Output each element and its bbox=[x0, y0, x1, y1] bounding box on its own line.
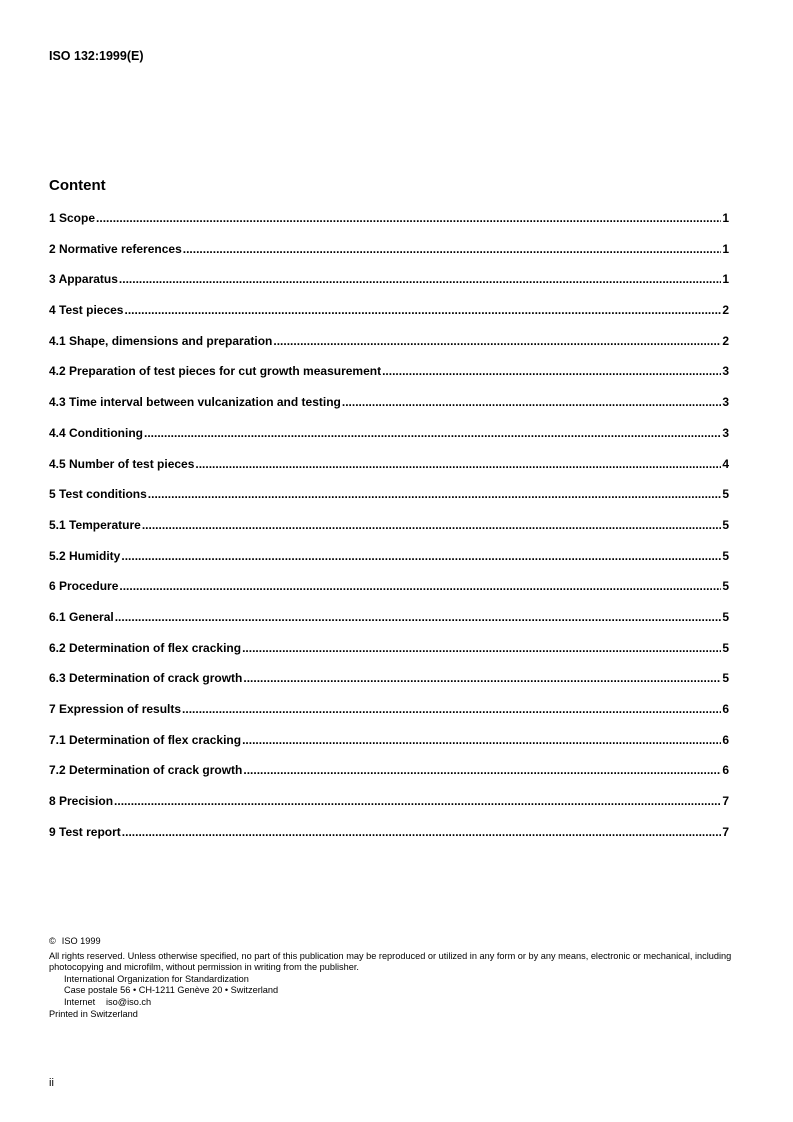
copyright-line bbox=[49, 936, 739, 948]
toc-entry-page: 6 bbox=[722, 702, 729, 716]
toc-entry-page: 5 bbox=[722, 487, 729, 502]
postal-address: Case postale 56 • CH-1211 Genève 20 • Switzerland bbox=[64, 985, 279, 996]
toc-entry-label: 5.2 Humidity bbox=[49, 548, 121, 563]
toc-dot-leader bbox=[119, 272, 721, 286]
toc-entry-page: 5 bbox=[722, 517, 729, 532]
toc-entry[interactable] bbox=[49, 426, 729, 457]
toc-entry-label: 8 Precision bbox=[49, 794, 114, 809]
toc-dot-leader bbox=[242, 641, 721, 655]
toc-dot-leader bbox=[382, 364, 721, 378]
toc-title: Content bbox=[49, 177, 106, 194]
toc-entry-page: 6 bbox=[722, 763, 729, 778]
table-of-contents bbox=[49, 211, 729, 855]
toc-entry[interactable] bbox=[49, 334, 729, 365]
toc-entry-label: 6.1 General bbox=[49, 609, 114, 624]
toc-entry-label: 4 Test pieces bbox=[49, 303, 124, 318]
toc-entry-page: 7 bbox=[722, 824, 729, 839]
toc-dot-leader bbox=[183, 242, 722, 256]
toc-entry-label: 7.1 Determination of flex cracking bbox=[49, 732, 242, 747]
toc-dot-leader bbox=[273, 334, 721, 348]
toc-entry-page: 5 bbox=[722, 671, 729, 686]
internet-line bbox=[49, 997, 739, 1009]
toc-entry-label: 4.3 Time interval between vulcanization and testing bbox=[49, 395, 341, 410]
toc-entry-label: 5.1 Temperature bbox=[49, 517, 141, 532]
toc-entry[interactable] bbox=[49, 763, 729, 794]
toc-dot-leader bbox=[142, 518, 721, 532]
toc-entry-page: 1 bbox=[722, 272, 729, 287]
internet-email-link[interactable]: iso@iso.ch bbox=[106, 996, 152, 1007]
toc-dot-leader bbox=[121, 549, 721, 563]
toc-entry-page: 5 bbox=[722, 609, 729, 624]
toc-entry[interactable] bbox=[49, 579, 729, 610]
toc-entry-page: 5 bbox=[722, 579, 729, 594]
toc-entry[interactable] bbox=[49, 794, 729, 825]
toc-dot-leader bbox=[243, 671, 721, 685]
copyright-footer bbox=[49, 936, 739, 1020]
toc-entry-page: 3 bbox=[722, 364, 729, 379]
toc-entry-page: 4 bbox=[722, 456, 729, 471]
toc-dot-leader bbox=[243, 763, 721, 777]
toc-entry[interactable] bbox=[49, 272, 729, 303]
toc-entry-label: 2 Normative references bbox=[49, 241, 182, 256]
rights-notice: All rights reserved. Unless otherwise specified, no part of this publication may be reproduced or utilized in any form or by any means, electronic or mechanical, including photocopying and microfilm, without permission in writing from the publisher. bbox=[49, 950, 732, 973]
toc-entry-label: 6 Procedure bbox=[49, 579, 119, 594]
toc-entry-label: 1 Scope bbox=[49, 211, 96, 225]
toc-entry-page: 7 bbox=[722, 794, 729, 809]
toc-entry-label: 9 Test report bbox=[49, 824, 121, 839]
internet-label: Internet bbox=[64, 996, 96, 1007]
toc-entry[interactable] bbox=[49, 610, 729, 641]
toc-entry[interactable] bbox=[49, 395, 729, 426]
copyright-icon: © bbox=[49, 936, 56, 946]
toc-entry-label: 4.1 Shape, dimensions and preparation bbox=[49, 333, 273, 348]
toc-dot-leader bbox=[115, 610, 722, 624]
toc-entry[interactable] bbox=[49, 242, 729, 273]
toc-entry[interactable] bbox=[49, 487, 729, 518]
toc-entry[interactable] bbox=[49, 457, 729, 488]
toc-dot-leader bbox=[114, 794, 721, 808]
toc-entry-page: 6 bbox=[722, 732, 729, 747]
toc-dot-leader bbox=[195, 457, 721, 471]
toc-entry[interactable] bbox=[49, 641, 729, 672]
toc-entry-page: 2 bbox=[722, 303, 729, 318]
toc-entry-page: 1 bbox=[722, 211, 729, 225]
toc-entry[interactable] bbox=[49, 671, 729, 702]
toc-entry-page: 5 bbox=[722, 548, 729, 563]
toc-entry-label: 4.2 Preparation of test pieces for cut growth measurement bbox=[49, 364, 382, 379]
toc-dot-leader bbox=[96, 211, 721, 225]
toc-entry[interactable] bbox=[49, 825, 729, 856]
copyright-text: ISO 1999 bbox=[61, 936, 101, 946]
document-id: ISO 132:1999(E) bbox=[49, 49, 144, 63]
toc-entry[interactable] bbox=[49, 303, 729, 334]
toc-entry-page: 5 bbox=[722, 640, 729, 655]
toc-dot-leader bbox=[144, 426, 721, 440]
toc-entry-label: 7.2 Determination of crack growth bbox=[49, 763, 243, 778]
toc-dot-leader bbox=[148, 487, 722, 501]
toc-entry[interactable] bbox=[49, 549, 729, 580]
toc-entry-page: 3 bbox=[722, 395, 729, 410]
toc-entry-page: 1 bbox=[722, 241, 729, 256]
page-number: ii bbox=[49, 1077, 54, 1089]
toc-dot-leader bbox=[342, 395, 721, 409]
toc-dot-leader bbox=[182, 702, 721, 716]
toc-entry-label: 6.3 Determination of crack growth bbox=[49, 671, 243, 686]
toc-dot-leader bbox=[124, 303, 721, 317]
toc-entry[interactable] bbox=[49, 364, 729, 395]
toc-dot-leader bbox=[122, 825, 722, 839]
toc-entry-page: 2 bbox=[722, 333, 729, 348]
toc-entry[interactable] bbox=[49, 211, 729, 242]
toc-entry-label: 4.5 Number of test pieces bbox=[49, 456, 195, 471]
toc-dot-leader bbox=[119, 579, 721, 593]
toc-entry[interactable] bbox=[49, 702, 729, 733]
toc-entry-label: 6.2 Determination of flex cracking bbox=[49, 640, 242, 655]
organization-name: International Organization for Standardization bbox=[64, 973, 249, 984]
toc-entry-label: 3 Apparatus bbox=[49, 272, 118, 287]
toc-entry[interactable] bbox=[49, 518, 729, 549]
toc-entry[interactable] bbox=[49, 733, 729, 764]
toc-entry-label: 7 Expression of results bbox=[49, 702, 182, 716]
toc-entry-label: 5 Test conditions bbox=[49, 487, 147, 502]
toc-entry-label: 4.4 Conditioning bbox=[49, 425, 143, 440]
printed-in: Printed in Switzerland bbox=[49, 1008, 138, 1019]
toc-dot-leader bbox=[242, 733, 721, 747]
toc-entry-page: 3 bbox=[722, 425, 729, 440]
